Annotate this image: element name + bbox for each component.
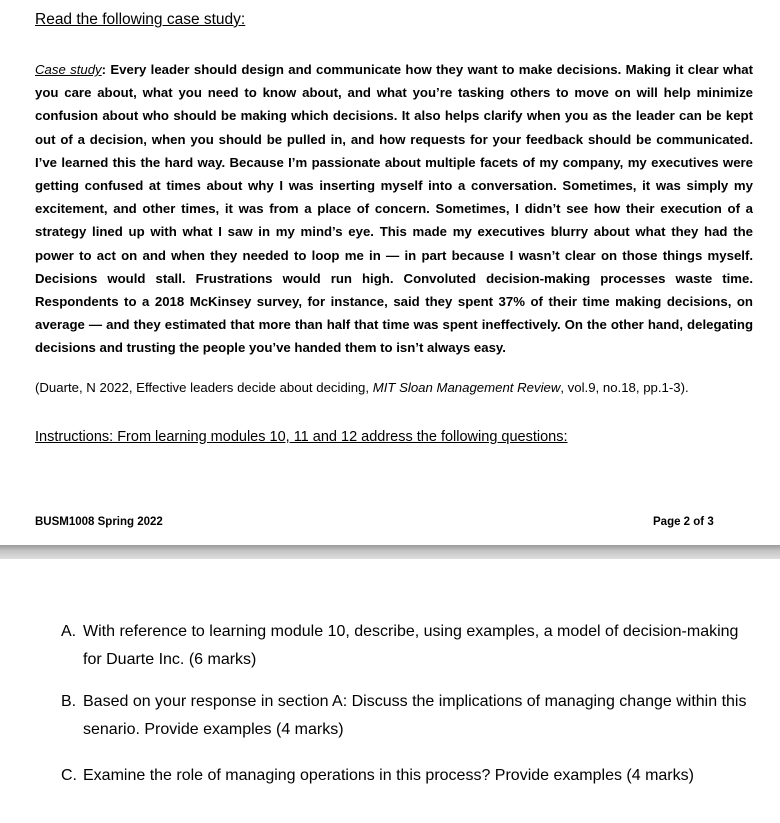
footer-course-code: BUSM1008 Spring 2022 (35, 516, 163, 528)
question-text: With reference to learning module 10, describe, using examples, a model of decision-making for Duarte Inc. (6 marks) (83, 623, 739, 668)
document-page-2 (0, 559, 780, 823)
citation-authors: (Duarte, N 2022, Effective leaders decide about deciding, (35, 380, 373, 395)
question-text: Based on your response in section A: Discuss the implications of managing change within this senario. Provide examples (4 marks) (83, 693, 747, 738)
question-c (61, 762, 761, 790)
question-letter: C. (61, 767, 77, 784)
case-study-heading: Read the following case study: (35, 11, 246, 28)
question-letter: B. (61, 693, 77, 710)
citation (35, 380, 755, 395)
case-study-paragraph (35, 58, 753, 360)
citation-details: , vol.9, no.18, pp.1-3). (560, 380, 689, 395)
page-separator (0, 545, 780, 559)
footer-page-number: Page 2 of 3 (653, 516, 714, 528)
instructions: Instructions: From learning modules 10, 11 and 12 address the following questions: (35, 429, 568, 445)
question-letter: A. (61, 623, 77, 640)
question-text: Examine the role of managing operations in this process? Provide examples (4 marks) (83, 767, 694, 784)
case-study-text: : Every leader should design and communicate how they want to make decisions. Making it clear what you care about, what you need to know about, and what you’re tasking others to move on will help minimize confusion about who should be making which decisions. It also helps clarify when you as the leader can be kept out of a decision, when you should be pulled in, and how requests for your feedback should be communicated. I’ve learned this the hard way. Because I’m passionate about multiple facets of my company, my executives were getting confused at times about why I was inserting myself into a conversation. Sometimes, it was simply my excitement, and other times, it was from a place of concern. Sometimes, I didn’t see how their execution of a strategy lined up with what I saw in my mind’s eye. This made my executives blurry about what they had the power to act on and when they needed to loop me in — in part because I wasn’t clear on those things myself. Decisions would stall. Frustrations would run high. Convoluted decision-making processes waste time. Respondents to a 2018 McKinsey survey, for instance, said they spent 37% of their time making decisions, on average — and they estimated that more than half that time was spent ineffectively. On the other hand, delegating decisions and trusting the people you’ve handed them to isn’t always easy. (35, 62, 753, 356)
citation-journal: MIT Sloan Management Review (372, 380, 561, 395)
question-a (61, 618, 761, 674)
question-b (61, 688, 761, 744)
case-study-label: Case study (35, 62, 102, 77)
